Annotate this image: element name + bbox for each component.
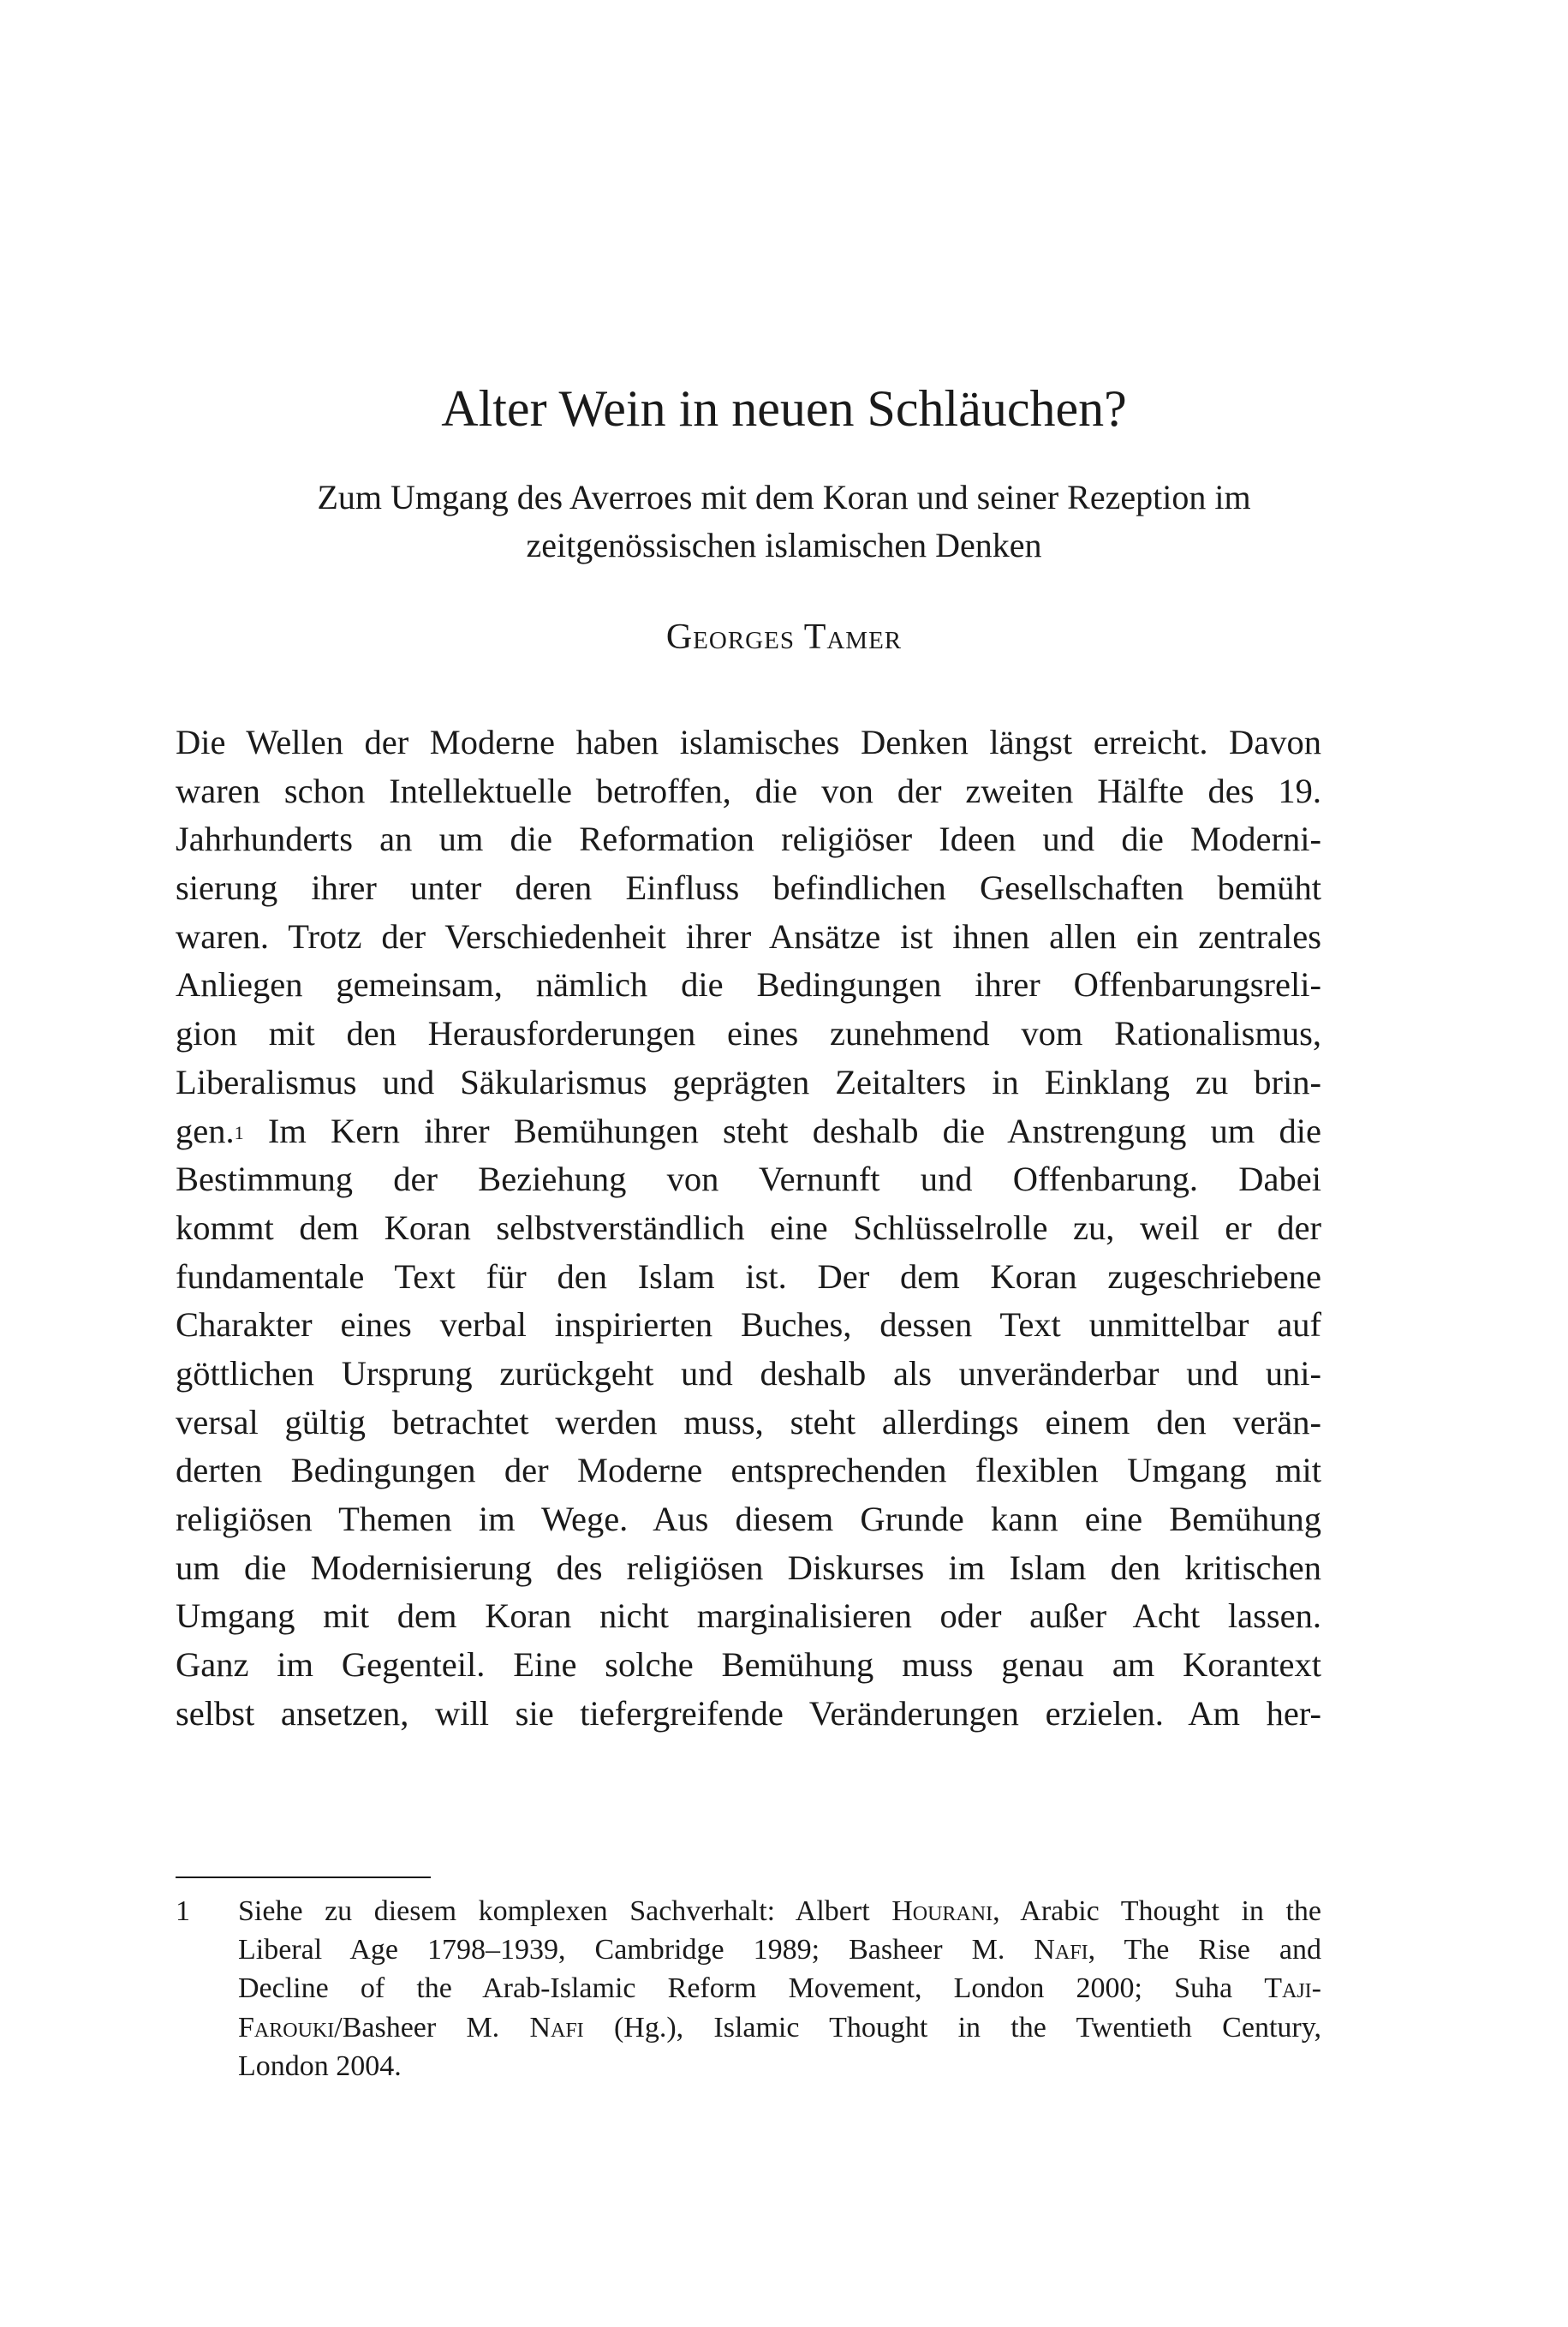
body-line: Anliegen gemeinsam, nämlich die Bedingungen ihrer Offenbarungsreli- bbox=[176, 965, 1321, 1005]
body-line: versal gültig betrachtet werden muss, steht allerdings einem den verän- bbox=[176, 1402, 1321, 1441]
body-line: Charakter eines verbal inspirierten Buches, dessen Text unmittelbar auf bbox=[176, 1305, 1321, 1345]
article-title: Alter Wein in neuen Schläuchen? bbox=[441, 380, 1127, 437]
body-line-prefix: gen. bbox=[176, 1111, 235, 1150]
body-line: waren. Trotz der Verschiedenheit ihrer Ansätze ist ihnen allen ein zentrales bbox=[176, 916, 1321, 956]
body-line: waren schon Intellektuelle betroffen, die von der zweiten Hälfte des 19. bbox=[176, 771, 1321, 810]
footnote-number: 1 bbox=[176, 1895, 190, 1927]
body-line: derten Bedingungen der Moderne entsprechenden flexiblen Umgang mit bbox=[176, 1451, 1321, 1490]
author-name: Georges Tamer bbox=[665, 618, 903, 657]
body-line: gion mit den Herausforderungen eines zunehmend vom Rationalismus, bbox=[176, 1014, 1321, 1053]
body-line-rest: Im Kern ihrer Bemühungen steht deshalb die Anstrengung um die bbox=[267, 1111, 1321, 1150]
body-line: Jahrhunderts an um die Reformation religiöser Ideen und die Moderni- bbox=[176, 820, 1321, 859]
body-line: göttlichen Ursprung zurückgeht und deshalb als unveränderbar und uni- bbox=[176, 1353, 1321, 1393]
author-surname: Taji- bbox=[1264, 1972, 1321, 2005]
body-line-with-footnote-ref bbox=[176, 1107, 1321, 1156]
footnote-text bbox=[238, 1892, 1321, 2085]
footnote-line: Liberal Age 1798–1939, Cambridge 1989; Basheer M. Nafi, The Rise and bbox=[238, 1934, 1321, 1966]
author-surname: Nafi bbox=[529, 2011, 584, 2044]
body-line: Umgang mit dem Koran nicht marginalisieren oder außer Acht lassen. bbox=[176, 1596, 1321, 1636]
footnote-line: Decline of the Arab-Islamic Reform Movement, London 2000; Suha Taji- bbox=[238, 1972, 1321, 2005]
body-line: kommt dem Koran selbstverständlich eine Schlüsselrolle zu, weil er der bbox=[176, 1208, 1321, 1247]
body-line: fundamentale Text für den Islam ist. Der dem Koran zugeschriebene bbox=[176, 1256, 1321, 1296]
body-paragraph bbox=[176, 719, 1321, 1738]
body-line: Bestimmung der Beziehung von Vernunft und Offenbarung. Dabei bbox=[176, 1160, 1321, 1199]
footnote-separator bbox=[176, 1877, 431, 1878]
footnote-line: London 2004. bbox=[238, 2050, 402, 2082]
footnote-line: Siehe zu diesem komplexen Sachverhalt: Albert Hourani, Arabic Thought in the bbox=[238, 1895, 1321, 1927]
subtitle-line: Zum Umgang des Averroes mit dem Koran und seiner Rezeption im bbox=[317, 478, 1251, 516]
body-line: Die Wellen der Moderne haben islamisches Denken längst erreicht. Davon bbox=[176, 723, 1321, 761]
body-line: um die Modernisierung des religiösen Diskurses im Islam den kritischen bbox=[176, 1548, 1321, 1587]
body-line: Liberalismus und Säkularismus geprägten Zeitalters in Einklang zu brin- bbox=[176, 1062, 1321, 1101]
body-line: selbst ansetzen, will sie tiefergreifende Veränderungen erzielen. Am her- bbox=[176, 1693, 1321, 1733]
subtitle-line: zeitgenössischen islamischen Denken bbox=[526, 526, 1042, 564]
article-subtitle bbox=[171, 474, 1397, 570]
author-surname: Farouki bbox=[238, 2011, 335, 2044]
body-line: sierung ihrer unter deren Einfluss befindlichen Gesellschaften bemüht bbox=[176, 868, 1321, 908]
author-surname: Nafi bbox=[1034, 1934, 1088, 1966]
body-line: religiösen Themen im Wege. Aus diesem Grunde kann eine Bemühung bbox=[176, 1500, 1321, 1538]
body-line: Ganz im Gegenteil. Eine solche Bemühung muss genau am Korantext bbox=[176, 1645, 1321, 1685]
footnote-line: Farouki/Basheer M. Nafi (Hg.), Islamic Thought in the Twentieth Century, bbox=[238, 2011, 1322, 2044]
author-surname: Hourani bbox=[891, 1895, 993, 1927]
footnote-reference[interactable]: 1 bbox=[234, 1121, 244, 1143]
